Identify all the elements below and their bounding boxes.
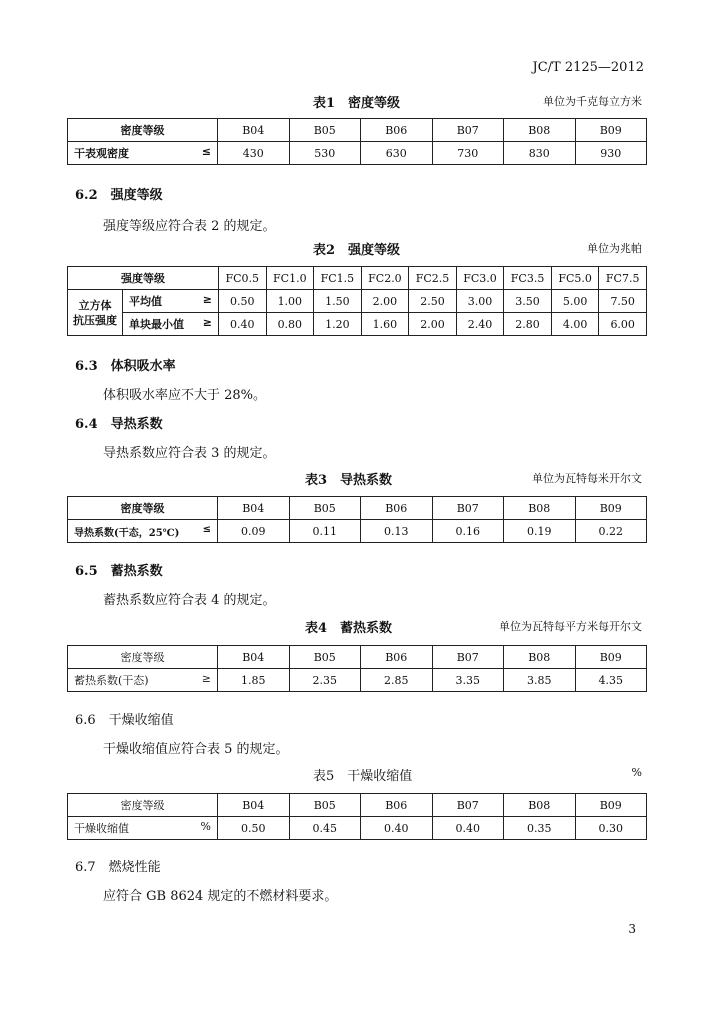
table-cell: 2.80	[504, 313, 552, 336]
section-6-4-heading: 6.4 导热系数	[75, 417, 163, 432]
table-row	[68, 313, 647, 336]
table-row	[68, 119, 647, 142]
table-header-cell: B06	[361, 119, 433, 142]
table-cell: 2.00	[409, 313, 457, 336]
table-cell: 2.00	[361, 290, 409, 313]
group-label-cell	[68, 290, 123, 336]
table-row	[68, 520, 647, 543]
table-row	[68, 290, 647, 313]
row-label: 平均值	[129, 295, 162, 308]
section-6-5-heading: 6.5 蓄热系数	[75, 564, 163, 579]
table-cell: 0.40	[432, 817, 504, 840]
section-6-2-text: 强度等级应符合表 2 的规定。	[103, 219, 276, 234]
table-cell: 630	[361, 142, 433, 165]
table-cell: 1.20	[314, 313, 362, 336]
table-header-cell: 密度等级	[68, 646, 218, 669]
table-header-cell: FC0.5	[219, 267, 267, 290]
table-cell: 5.00	[551, 290, 599, 313]
table-cell: 7.50	[599, 290, 647, 313]
table-header-cell: B04	[218, 646, 290, 669]
section-6-3-text: 体积吸水率应不大于 28%。	[103, 388, 267, 403]
table-cell: 0.45	[289, 817, 361, 840]
table5-caption: 表5 干燥收缩值	[313, 769, 413, 784]
table-header-cell: FC5.0	[551, 267, 599, 290]
table-header-cell: B07	[432, 646, 504, 669]
table-header-cell: B05	[289, 119, 361, 142]
section-6-7-text: 应符合 GB 8624 规定的不燃材料要求。	[103, 889, 338, 904]
table-header-cell: FC1.5	[314, 267, 362, 290]
table-row	[68, 794, 647, 817]
table-row	[68, 142, 647, 165]
table-header-cell: B08	[504, 646, 576, 669]
table-cell: 1.85	[218, 669, 290, 692]
table-cell: 0.13	[361, 520, 433, 543]
table5-unit: %	[631, 766, 642, 779]
table4-unit: 单位为瓦特每平方米每开尔文	[499, 620, 642, 633]
page-number: 3	[628, 922, 636, 936]
table-cell: 1.60	[361, 313, 409, 336]
table-cell: 0.50	[219, 290, 267, 313]
table-header-cell: B04	[218, 794, 290, 817]
table-cell: 0.11	[289, 520, 361, 543]
table1-caption: 表1 密度等级	[313, 96, 401, 111]
table-header-cell: B06	[361, 646, 433, 669]
table2-caption: 表2 强度等级	[313, 243, 401, 258]
group-label-line-2: 抗压强度	[73, 313, 117, 327]
table-header-cell: B05	[289, 646, 361, 669]
table-header-cell: B08	[504, 119, 576, 142]
row-label: 干燥收缩值	[74, 822, 129, 835]
table-row	[68, 497, 647, 520]
row-label: 单块最小值	[129, 318, 184, 331]
table-cell: 830	[504, 142, 576, 165]
table-cell: 430	[218, 142, 290, 165]
table-cell: 2.40	[456, 313, 504, 336]
table-header-cell: B07	[432, 794, 504, 817]
table2	[67, 266, 647, 336]
table-header-cell: B05	[289, 794, 361, 817]
table-header-cell: B08	[504, 497, 576, 520]
section-6-4-text: 导热系数应符合表 3 的规定。	[103, 446, 276, 461]
table-cell: 0.40	[219, 313, 267, 336]
table-cell: 2.50	[409, 290, 457, 313]
table-header-cell: 密度等级	[68, 794, 218, 817]
row-symbol: %	[200, 820, 211, 833]
group-label-line-1: 立方体	[78, 298, 112, 312]
table-cell: 0.40	[361, 817, 433, 840]
row-symbol: ≥	[202, 293, 212, 306]
row-symbol: ≤	[201, 145, 211, 158]
table-header-cell: FC2.0	[361, 267, 409, 290]
table-cell: 0.30	[575, 817, 647, 840]
section-6-6-text: 干燥收缩值应符合表 5 的规定。	[103, 742, 289, 757]
table-header-cell: 强度等级	[68, 267, 219, 290]
table-cell: 1.00	[266, 290, 314, 313]
table-header-cell: FC3.0	[456, 267, 504, 290]
section-6-6-heading: 6.6 干燥收缩值	[75, 713, 174, 728]
section-6-7-heading: 6.7 燃烧性能	[75, 860, 161, 875]
table-header-cell: B06	[361, 497, 433, 520]
table-header-cell: FC2.5	[409, 267, 457, 290]
row-symbol: ≥	[202, 316, 212, 329]
standard-number: JC/T 2125—2012	[532, 60, 644, 75]
table-row	[68, 267, 647, 290]
table-header-cell: B09	[575, 646, 647, 669]
table-header-cell: 密度等级	[68, 497, 218, 520]
table-cell: 530	[289, 142, 361, 165]
table-cell: 3.85	[504, 669, 576, 692]
table2-unit: 单位为兆帕	[587, 242, 642, 255]
table-cell: 0.09	[218, 520, 290, 543]
table-header-cell: B04	[218, 497, 290, 520]
table-header-cell: FC3.5	[504, 267, 552, 290]
row-label-cell	[68, 520, 218, 543]
table-header-cell: FC1.0	[266, 267, 314, 290]
table-row	[68, 669, 647, 692]
table-cell: 3.50	[504, 290, 552, 313]
table-row	[68, 817, 647, 840]
row-label: 干表观密度	[74, 147, 129, 160]
table-cell: 0.35	[504, 817, 576, 840]
section-6-5-text: 蓄热系数应符合表 4 的规定。	[103, 593, 276, 608]
table-header-cell: B04	[218, 119, 290, 142]
table5	[67, 793, 647, 840]
table-cell: 2.35	[289, 669, 361, 692]
table3-unit: 单位为瓦特每米开尔文	[532, 472, 642, 485]
row-symbol: ≤	[202, 523, 211, 535]
table-cell: 3.00	[456, 290, 504, 313]
row-label-cell	[68, 669, 218, 692]
table-cell: 0.22	[575, 520, 647, 543]
row-label: 蓄热系数(干态)	[74, 674, 149, 687]
table-cell: 2.85	[361, 669, 433, 692]
table-header-cell: 密度等级	[68, 119, 218, 142]
row-label: 导热系数(干态，25℃)	[74, 527, 180, 539]
row-label-cell	[123, 313, 219, 336]
row-symbol: ≥	[201, 672, 211, 685]
table-header-cell: B06	[361, 794, 433, 817]
table-header-cell: B09	[575, 119, 647, 142]
table-header-cell: B07	[432, 119, 504, 142]
table-cell: 930	[575, 142, 647, 165]
row-label-cell	[68, 142, 218, 165]
table3	[67, 496, 647, 543]
table-header-cell: B09	[575, 497, 647, 520]
table-header-cell: B07	[432, 497, 504, 520]
table-cell: 730	[432, 142, 504, 165]
table1-unit: 单位为千克每立方米	[543, 95, 642, 108]
section-6-3-heading: 6.3 体积吸水率	[75, 359, 176, 374]
table4	[67, 645, 647, 692]
table-cell: 0.80	[266, 313, 314, 336]
table-cell: 3.35	[432, 669, 504, 692]
table-cell: 0.50	[218, 817, 290, 840]
table-row	[68, 646, 647, 669]
row-label-cell	[123, 290, 219, 313]
table3-caption: 表3 导热系数	[305, 473, 393, 488]
table-cell: 4.00	[551, 313, 599, 336]
section-6-2-heading: 6.2 强度等级	[75, 188, 163, 203]
table-cell: 0.19	[504, 520, 576, 543]
table-cell: 4.35	[575, 669, 647, 692]
table-cell: 6.00	[599, 313, 647, 336]
table4-caption: 表4 蓄热系数	[305, 621, 393, 636]
table-header-cell: B08	[504, 794, 576, 817]
table-cell: 0.16	[432, 520, 504, 543]
table1	[67, 118, 647, 165]
row-label-cell	[68, 817, 218, 840]
table-header-cell: B05	[289, 497, 361, 520]
table-header-cell: B09	[575, 794, 647, 817]
table-header-cell: FC7.5	[599, 267, 647, 290]
table-cell: 1.50	[314, 290, 362, 313]
